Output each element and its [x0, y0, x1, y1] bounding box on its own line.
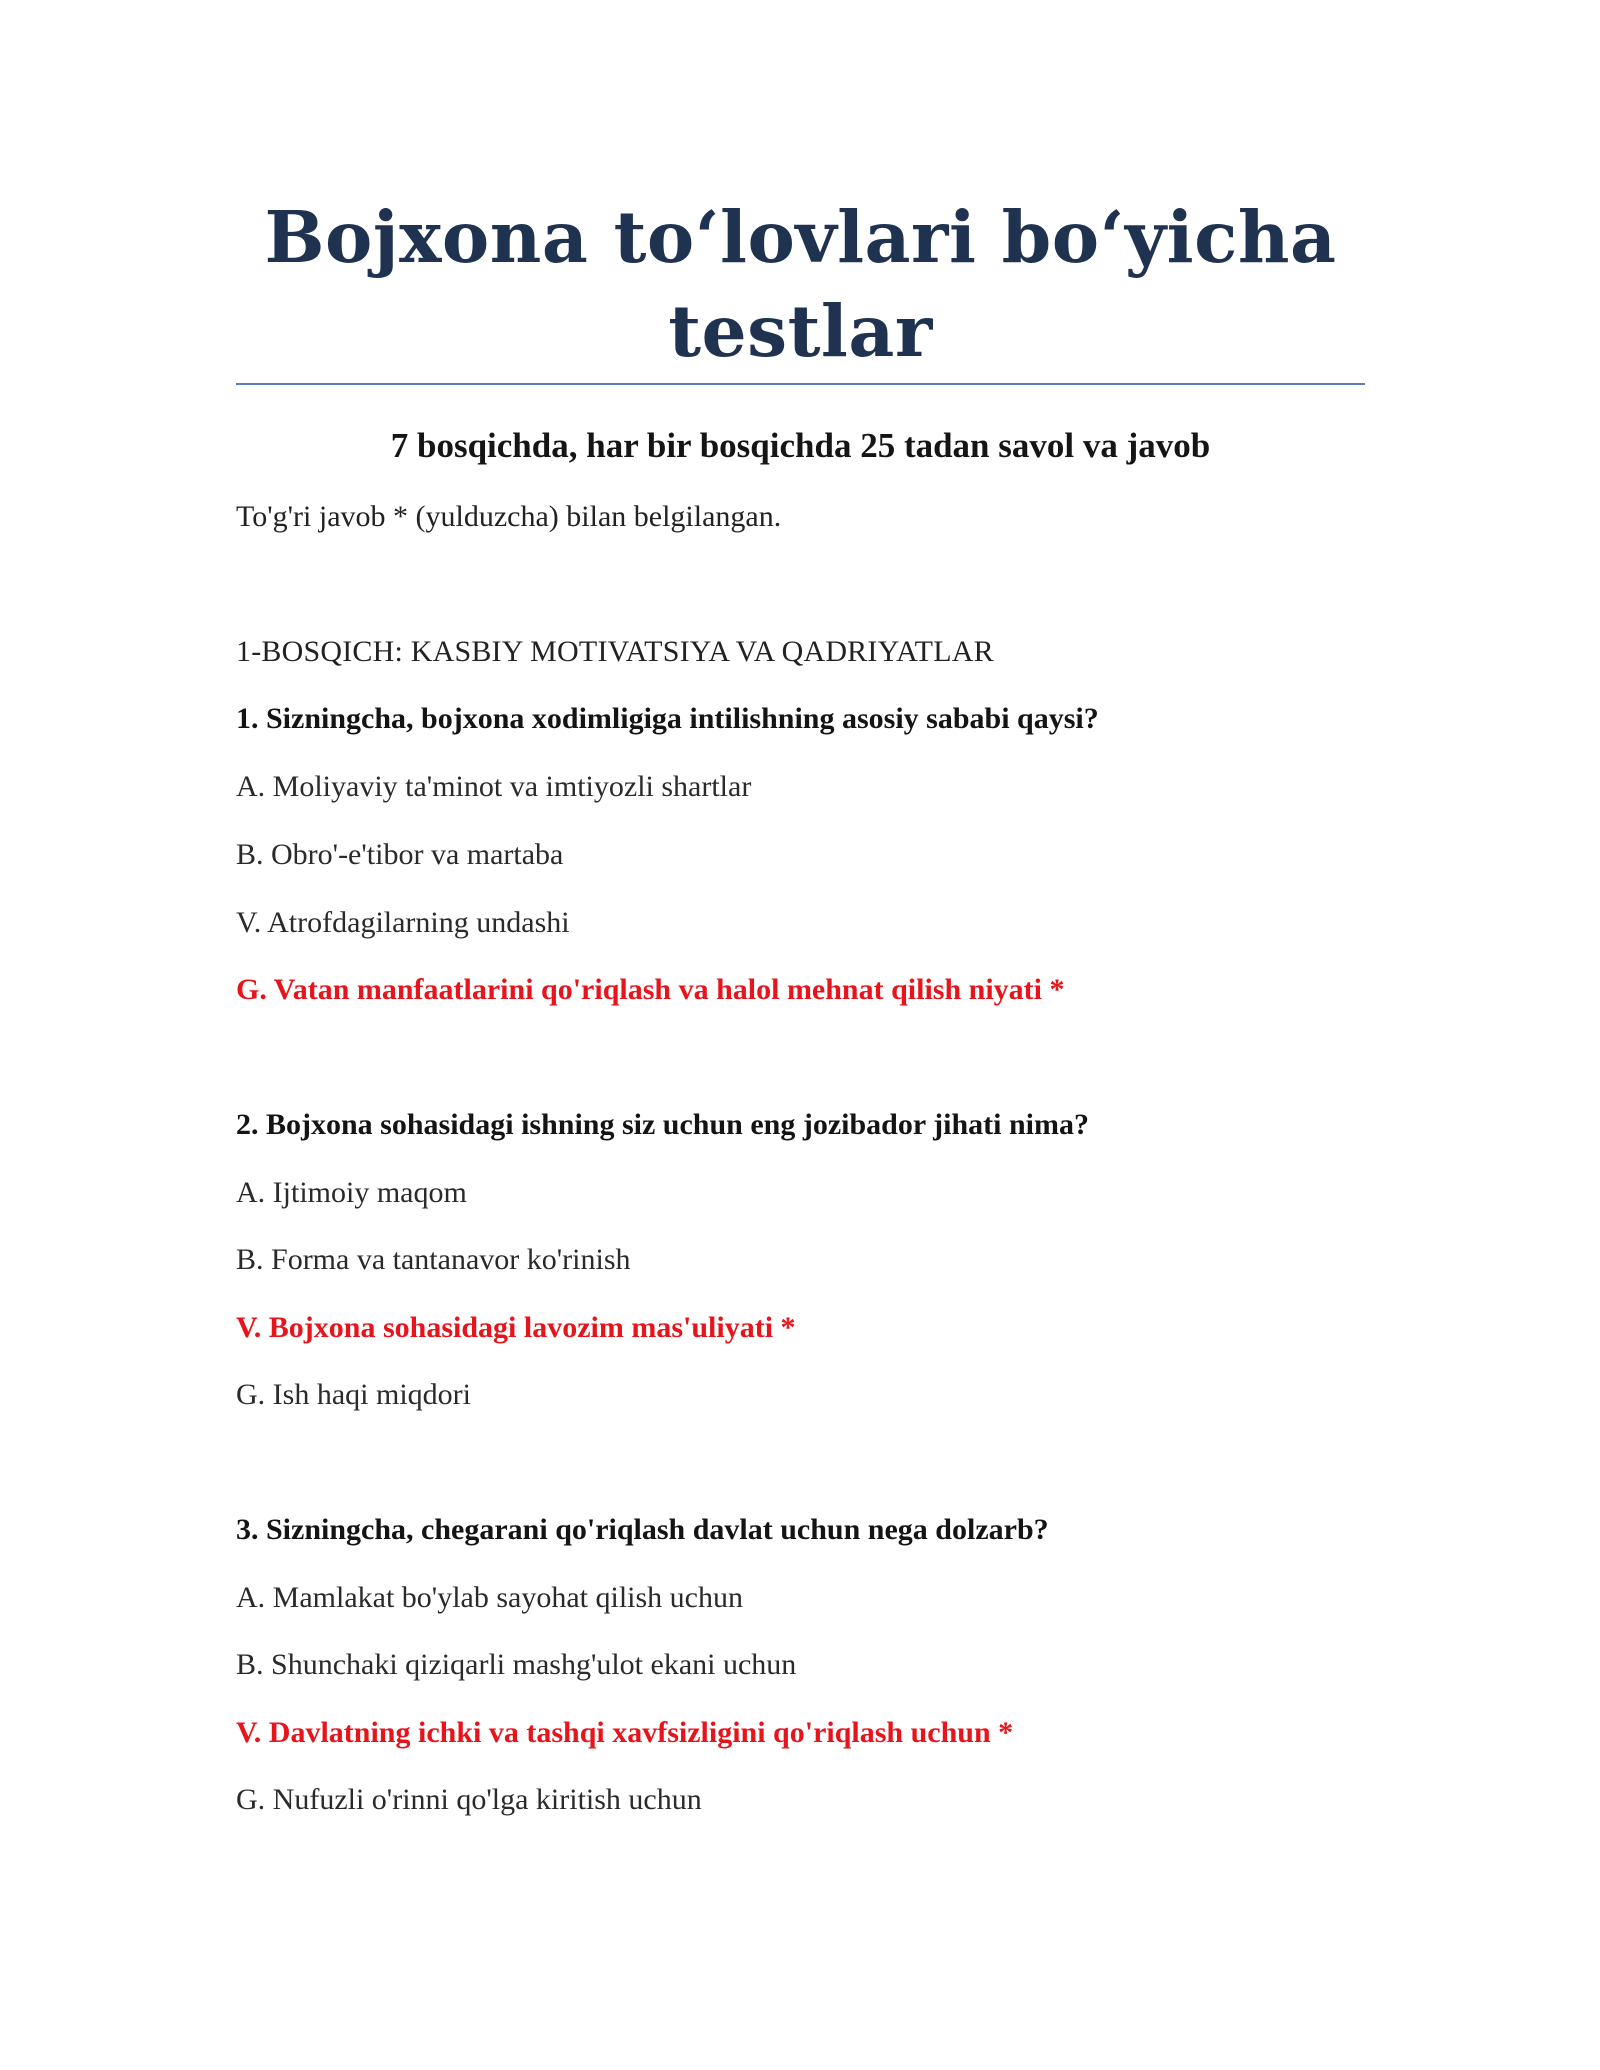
question-1-option-a: A. Moliyaviy ta'minot va imtiyozli shartlar [236, 770, 752, 803]
question-1-option-g: G. Vatan manfaatlarini qo'riqlash va halol mehnat qilish niyati * [236, 973, 1065, 1006]
question-2-option-a: A. Ijtimoiy maqom [236, 1176, 467, 1209]
question-1: 1. Sizningcha, bojxona xodimligiga intilishning asosiy sababi qaysi? [236, 702, 1099, 735]
title-line-2: testlar [668, 289, 933, 373]
document-title [236, 190, 1365, 378]
question-3-option-b: B. Shunchaki qiziqarli mashg'ulot ekani uchun [236, 1648, 797, 1681]
question-2-option-v: V. Bojxona sohasidagi lavozim mas'uliyati * [236, 1311, 796, 1344]
question-3-option-a: A. Mamlakat bo'ylab sayohat qilish uchun [236, 1581, 743, 1614]
title-divider [236, 383, 1365, 385]
title-line-1: Bojxona to‘lovlari bo‘yicha [264, 195, 1337, 279]
answer-key-note: To'g'ri javob * (yulduzcha) bilan belgilangan. [236, 500, 782, 533]
question-1-option-v: V. Atrofdagilarning undashi [236, 906, 570, 939]
question-2-option-b: B. Forma va tantanavor ko'rinish [236, 1243, 631, 1276]
question-3: 3. Sizningcha, chegarani qo'riqlash davlat uchun nega dolzarb? [236, 1513, 1049, 1546]
stage-heading: 1-BOSQICH: KASBIY MOTIVATSIYA VA QADRIYATLAR [236, 635, 994, 668]
question-1-option-b: B. Obro'-e'tibor va martaba [236, 838, 564, 871]
document-subtitle: 7 bosqichda, har bir bosqichda 25 tadan savol va javob [390, 426, 1211, 465]
question-2: 2. Bojxona sohasidagi ishning siz uchun eng jozibador jihati nima? [236, 1108, 1089, 1141]
question-2-option-g: G. Ish haqi miqdori [236, 1378, 471, 1411]
question-3-option-g: G. Nufuzli o'rinni qo'lga kiritish uchun [236, 1783, 702, 1816]
question-3-option-v: V. Davlatning ichki va tashqi xavfsizligini qo'riqlash uchun * [236, 1716, 1014, 1749]
